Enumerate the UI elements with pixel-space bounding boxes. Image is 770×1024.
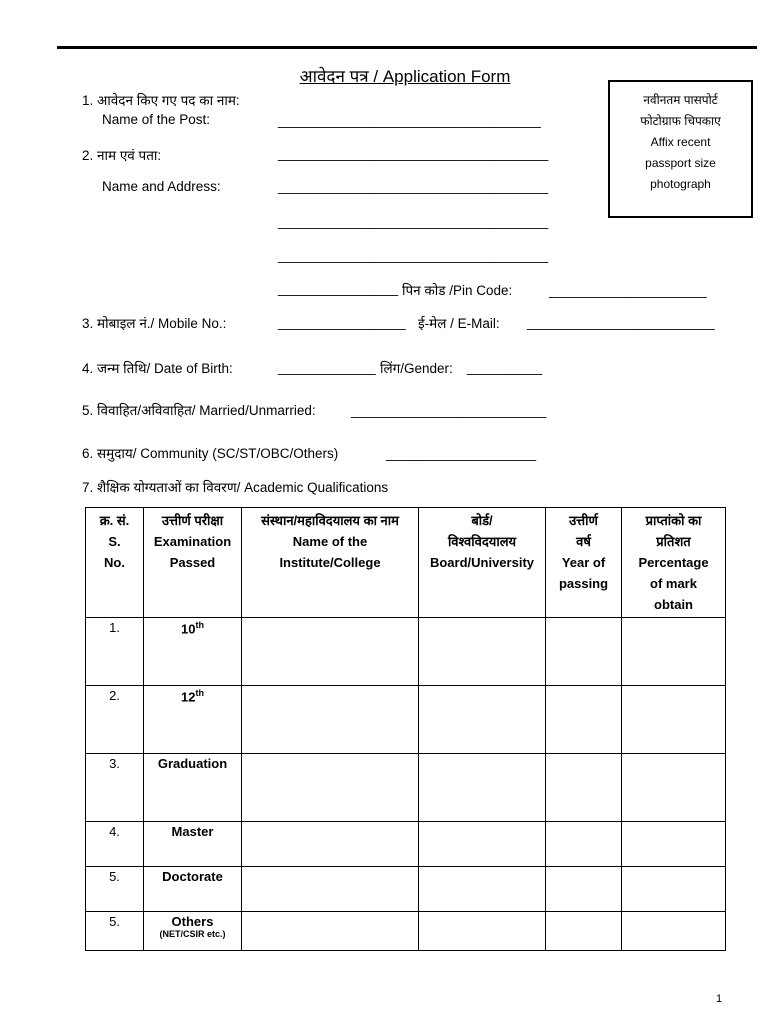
row-institute-cell[interactable]: [242, 754, 419, 822]
row-exam-text: Others: [171, 914, 214, 929]
row-exam-text: 12: [181, 689, 196, 705]
row-sno: 3.: [86, 754, 144, 822]
row-institute-cell[interactable]: [242, 686, 419, 754]
header-year-en2: passing: [558, 576, 609, 591]
row-institute-cell[interactable]: [242, 867, 419, 912]
table-row: [86, 822, 726, 867]
row-year-cell[interactable]: [546, 754, 622, 822]
header-sno-en1: S.: [108, 534, 121, 549]
row-institute-cell[interactable]: [242, 822, 419, 867]
photo-text-1: Affix recent: [650, 135, 711, 149]
page-number: 1: [716, 993, 723, 1005]
address-label-hi: 2. नाम एवं पता:: [82, 148, 162, 163]
row-percentage-cell[interactable]: [622, 867, 726, 912]
header-pct-hi1: प्राप्तांको का: [645, 513, 702, 528]
dob-label: 4. जन्म तिथि/ Date of Birth:: [82, 361, 233, 376]
table-row: [86, 912, 726, 951]
row-percentage-cell[interactable]: [622, 618, 726, 686]
post-blank[interactable]: ___________________________________: [278, 113, 541, 128]
row-exam-sup: th: [195, 620, 204, 630]
header-pct-en2: of mark: [650, 576, 697, 591]
header-year-en1: Year of: [561, 555, 606, 570]
header-pct-en1: Percentage: [638, 555, 709, 570]
header-board-hi2: विश्वविदयालय: [447, 534, 517, 549]
header-sno: [86, 508, 144, 618]
row-institute-cell[interactable]: [242, 618, 419, 686]
row-year-cell[interactable]: [546, 686, 622, 754]
header-percentage: [622, 508, 726, 618]
community-label: 6. समुदाय/ Community (SC/ST/OBC/Others): [82, 446, 339, 461]
pin-blank-pre: ________________: [278, 281, 399, 296]
header-exam: [144, 508, 242, 618]
top-rule: [57, 46, 757, 49]
photo-text-hi-1: नवीनतम पासपोर्ट: [643, 93, 718, 107]
row-exam: [144, 686, 242, 754]
header-institute: [242, 508, 419, 618]
married-blank[interactable]: __________________________: [351, 403, 547, 418]
header-board: [419, 508, 546, 618]
mobile-blank[interactable]: _________________: [278, 315, 406, 330]
married-label: 5. विवाहित/अविवाहित/ Married/Unmarried:: [82, 403, 316, 418]
header-inst-en1: Name of the: [292, 534, 368, 549]
address-blank-1[interactable]: ____________________________________: [278, 146, 549, 161]
post-label-hi: 1. आवेदन किए गए पद का नाम:: [82, 93, 240, 108]
header-pct-en3: obtain: [654, 597, 693, 612]
row-board-cell[interactable]: [419, 754, 546, 822]
address-blank-2[interactable]: ____________________________________: [278, 179, 549, 194]
photo-text-2: passport size: [645, 156, 716, 170]
address-blank-4[interactable]: ____________________________________: [278, 248, 549, 263]
row-percentage-cell[interactable]: [622, 686, 726, 754]
photo-box: [608, 80, 753, 218]
row-exam: Doctorate: [144, 867, 242, 912]
row-exam: Graduation: [144, 754, 242, 822]
row-board-cell[interactable]: [419, 686, 546, 754]
gender-label: लिंग/Gender:: [380, 361, 453, 376]
row-percentage-cell[interactable]: [622, 754, 726, 822]
header-year-hi1: उत्तीर्ण: [569, 513, 598, 528]
address-label-en: Name and Address:: [102, 179, 221, 194]
row-year-cell[interactable]: [546, 822, 622, 867]
row-exam-text: 10: [181, 621, 196, 637]
row-exam-note: (NET/CSIR etc.): [159, 929, 226, 939]
row-sno: 2.: [86, 686, 144, 754]
row-year-cell[interactable]: [546, 618, 622, 686]
row-sno: 5.: [86, 912, 144, 951]
qualifications-table: [85, 507, 726, 951]
table-row: [86, 867, 726, 912]
row-percentage-cell[interactable]: [622, 912, 726, 951]
gender-blank[interactable]: __________: [467, 360, 543, 375]
pin-blank[interactable]: _____________________: [549, 283, 707, 298]
row-board-cell[interactable]: [419, 618, 546, 686]
mobile-label: 3. मोबाइल नं./ Mobile No.:: [82, 316, 227, 331]
header-exam-hi: उत्तीर्ण परीक्षा: [161, 513, 224, 528]
row-sno: 5.: [86, 867, 144, 912]
row-year-cell[interactable]: [546, 912, 622, 951]
header-exam-en1: Examination: [153, 534, 232, 549]
row-year-cell[interactable]: [546, 867, 622, 912]
row-board-cell[interactable]: [419, 912, 546, 951]
photo-text-hi-2: फोटोग्राफ चिपकाए: [640, 114, 721, 128]
header-sno-en2: No.: [104, 555, 125, 570]
row-board-cell[interactable]: [419, 822, 546, 867]
row-board-cell[interactable]: [419, 867, 546, 912]
post-label-en: Name of the Post:: [102, 112, 211, 127]
row-exam-sup: th: [195, 688, 204, 698]
table-row: [86, 618, 726, 686]
header-exam-en2: Passed: [169, 555, 216, 570]
row-sno: 1.: [86, 618, 144, 686]
header-inst-en2: Institute/College: [279, 555, 381, 570]
form-title: आवेदन पत्र / Application Form: [299, 67, 511, 86]
row-sno: 4.: [86, 822, 144, 867]
table-row: [86, 686, 726, 754]
email-blank[interactable]: _________________________: [527, 315, 715, 330]
dob-blank[interactable]: _____________: [278, 360, 376, 375]
header-inst-hi: संस्थान/महाविदयालय का नाम: [261, 513, 399, 528]
row-institute-cell[interactable]: [242, 912, 419, 951]
header-board-en: Board/University: [429, 555, 535, 570]
qualifications-label: 7. शैक्षिक योग्यताओं का विवरण/ Academic Qualifications: [82, 480, 389, 495]
table-row: [86, 754, 726, 822]
email-label: ई-मेल / E-Mail:: [418, 316, 500, 331]
table-header-row: [86, 508, 726, 618]
row-exam: [144, 912, 242, 951]
header-pct-hi2: प्रतिशत: [656, 534, 691, 549]
address-blank-3[interactable]: ____________________________________: [278, 214, 549, 229]
community-blank[interactable]: ____________________: [386, 446, 537, 461]
header-board-hi1: बोर्ड/: [471, 513, 493, 528]
header-year-hi2: वर्ष: [576, 534, 591, 549]
header-sno-hi: क्र. सं.: [99, 513, 130, 528]
photo-text-3: photograph: [650, 177, 711, 191]
row-exam: Master: [144, 822, 242, 867]
row-percentage-cell[interactable]: [622, 822, 726, 867]
row-exam: [144, 618, 242, 686]
pin-label: पिन कोड /Pin Code:: [402, 283, 513, 298]
header-year: [546, 508, 622, 618]
